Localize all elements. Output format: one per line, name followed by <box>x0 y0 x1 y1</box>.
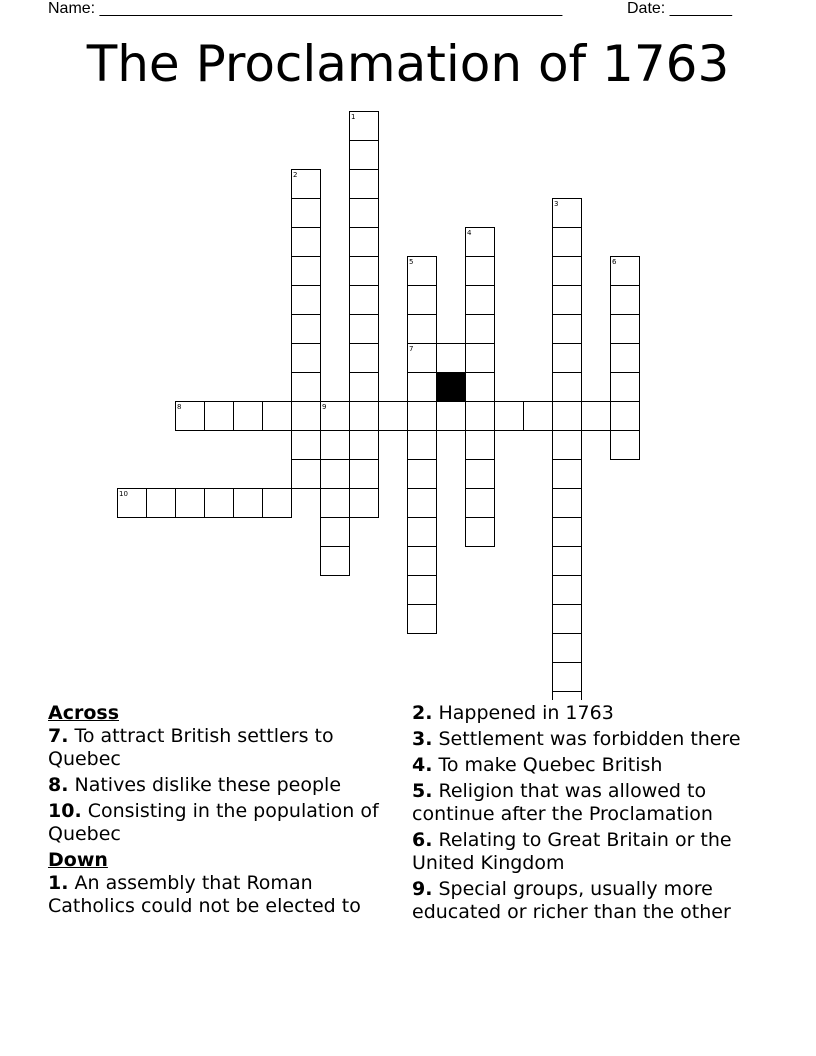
grid-cell[interactable] <box>466 286 495 315</box>
clue-text: Relating to Great Britain or the United Kingdom <box>412 829 732 874</box>
grid-cell[interactable] <box>350 315 379 344</box>
grid-cell[interactable] <box>408 518 437 547</box>
clue-number: 5. <box>412 780 433 802</box>
clue-text: Religion that was allowed to continue after the Proclamation <box>412 780 713 825</box>
grid-cell[interactable] <box>408 576 437 605</box>
cell-number: 2 <box>293 171 298 179</box>
clue-number: 1. <box>48 872 69 894</box>
grid-cell[interactable] <box>553 228 582 257</box>
grid-cell[interactable] <box>292 257 321 286</box>
grid-cell[interactable] <box>379 402 408 431</box>
black-cell <box>437 373 466 402</box>
grid-cell[interactable] <box>176 402 205 431</box>
grid-cell[interactable] <box>611 286 640 315</box>
clues-right-column <box>412 702 782 927</box>
grid-cell[interactable] <box>205 489 234 518</box>
grid-cell[interactable] <box>350 489 379 518</box>
grid-cell[interactable] <box>408 402 437 431</box>
grid-cell[interactable] <box>611 257 640 286</box>
grid-cell[interactable] <box>582 402 611 431</box>
grid-cell[interactable] <box>350 112 379 141</box>
grid-cell[interactable] <box>321 489 350 518</box>
grid-cell[interactable] <box>611 402 640 431</box>
grid-cell[interactable] <box>408 460 437 489</box>
clue-text: An assembly that Roman Catholics could not be elected to <box>48 872 361 917</box>
clue-item <box>412 754 782 777</box>
grid-cell[interactable] <box>553 489 582 518</box>
grid-cell[interactable] <box>292 315 321 344</box>
grid-cell[interactable] <box>176 489 205 518</box>
grid-cell[interactable] <box>466 518 495 547</box>
grid-cell[interactable] <box>321 547 350 576</box>
grid-cell[interactable] <box>437 402 466 431</box>
grid-cell[interactable] <box>292 170 321 199</box>
cell-number: 5 <box>409 258 414 266</box>
clue-item <box>412 878 782 924</box>
grid-cell[interactable] <box>408 431 437 460</box>
grid-cell[interactable] <box>321 402 350 431</box>
clue-number: 6. <box>412 829 433 851</box>
grid-cell[interactable] <box>292 286 321 315</box>
across-clue-list <box>48 725 404 846</box>
clue-item <box>412 829 782 875</box>
grid-cell[interactable] <box>553 315 582 344</box>
grid-cell[interactable] <box>263 402 292 431</box>
grid-cell[interactable] <box>553 257 582 286</box>
cell-number: 10 <box>119 490 128 498</box>
grid-cell[interactable] <box>408 373 437 402</box>
down-heading: Down <box>48 849 108 871</box>
clue-item <box>48 872 404 918</box>
grid-cell[interactable] <box>553 286 582 315</box>
clue-item <box>48 800 404 846</box>
grid-cell[interactable] <box>350 402 379 431</box>
grid-cell[interactable] <box>350 373 379 402</box>
grid-cell[interactable] <box>292 373 321 402</box>
cell-number: 7 <box>409 345 414 353</box>
clue-text: To make Quebec British <box>432 754 663 776</box>
grid-cell[interactable] <box>466 431 495 460</box>
grid-cell[interactable] <box>292 228 321 257</box>
grid-cell[interactable] <box>553 199 582 228</box>
grid-cell[interactable] <box>350 431 379 460</box>
cell-number: 9 <box>322 403 327 411</box>
grid-cell[interactable] <box>292 460 321 489</box>
grid-cell[interactable] <box>350 460 379 489</box>
grid-cell[interactable] <box>321 460 350 489</box>
grid-cell[interactable] <box>553 373 582 402</box>
grid-cell[interactable] <box>321 431 350 460</box>
clue-item <box>412 728 782 751</box>
clue-number: 2. <box>412 702 433 724</box>
grid-cell[interactable] <box>553 402 582 431</box>
grid-cell[interactable] <box>466 228 495 257</box>
grid-cell[interactable] <box>553 634 582 663</box>
grid-cell[interactable] <box>408 489 437 518</box>
clue-number: 3. <box>412 728 433 750</box>
cell-number: 3 <box>554 200 559 208</box>
grid-cell[interactable] <box>553 518 582 547</box>
clue-text: Settlement was forbidden there <box>432 728 741 750</box>
grid-cell[interactable] <box>292 344 321 373</box>
grid-cell[interactable] <box>466 460 495 489</box>
grid-cell[interactable] <box>350 344 379 373</box>
clue-text: Natives dislike these people <box>68 774 342 796</box>
grid-cell[interactable] <box>553 547 582 576</box>
grid-cell[interactable] <box>234 489 263 518</box>
cell-number: 1 <box>351 113 356 121</box>
clue-number: 8. <box>48 774 69 796</box>
name-line: Name: ____________________________________________________ <box>48 0 563 17</box>
clues-left-column <box>48 702 404 921</box>
grid-cell[interactable] <box>553 663 582 692</box>
grid-cell[interactable] <box>611 431 640 460</box>
grid-cell[interactable] <box>524 402 553 431</box>
grid-cell[interactable] <box>553 605 582 634</box>
grid-cell[interactable] <box>611 315 640 344</box>
grid-cell[interactable] <box>408 344 437 373</box>
clue-text: Consisting in the population of Quebec <box>48 800 379 845</box>
grid-cell[interactable] <box>553 460 582 489</box>
grid-cell[interactable] <box>408 315 437 344</box>
down-clue-list-continued <box>412 702 782 924</box>
grid-cell[interactable] <box>553 576 582 605</box>
clue-item <box>412 702 782 725</box>
cell-number: 8 <box>177 403 182 411</box>
grid-cell[interactable] <box>553 344 582 373</box>
grid-cell[interactable] <box>408 547 437 576</box>
grid-cell[interactable] <box>408 257 437 286</box>
clue-number: 4. <box>412 754 433 776</box>
grid-cell[interactable] <box>292 431 321 460</box>
grid-cell[interactable] <box>350 170 379 199</box>
clue-text: Happened in 1763 <box>432 702 614 724</box>
page-title: The Proclamation of 1763 <box>86 35 730 93</box>
grid-cell[interactable] <box>118 489 147 518</box>
grid-cell[interactable] <box>611 344 640 373</box>
grid-cell[interactable] <box>350 199 379 228</box>
grid-cell[interactable] <box>611 373 640 402</box>
grid-cell[interactable] <box>263 489 292 518</box>
grid-cell[interactable] <box>350 141 379 170</box>
grid-cell[interactable] <box>437 344 466 373</box>
grid-cell[interactable] <box>466 257 495 286</box>
grid-cell[interactable] <box>147 489 176 518</box>
clue-text: Special groups, usually more educated or richer than the other <box>412 878 731 923</box>
grid-cell[interactable] <box>408 605 437 634</box>
grid-cell[interactable] <box>466 344 495 373</box>
grid-cell[interactable] <box>292 199 321 228</box>
grid-cell[interactable] <box>350 228 379 257</box>
clue-number: 10. <box>48 800 82 822</box>
clue-text: To attract British settlers to Quebec <box>48 725 334 770</box>
grid-cell[interactable] <box>466 373 495 402</box>
grid-cell[interactable] <box>292 402 321 431</box>
grid-cell[interactable] <box>350 286 379 315</box>
clue-item <box>412 780 782 826</box>
cell-number: 6 <box>612 258 617 266</box>
grid-cell[interactable] <box>350 257 379 286</box>
grid-cell[interactable] <box>466 489 495 518</box>
grid-cell[interactable] <box>553 431 582 460</box>
clue-number: 7. <box>48 725 69 747</box>
grid-cell[interactable] <box>466 402 495 431</box>
grid-cell[interactable] <box>234 402 263 431</box>
date-line: Date: _______ <box>627 0 732 17</box>
grid-cell[interactable] <box>408 286 437 315</box>
clue-number: 9. <box>412 878 433 900</box>
grid-cell[interactable] <box>466 315 495 344</box>
grid-cell[interactable] <box>205 402 234 431</box>
down-clue-list <box>48 872 404 918</box>
clue-item <box>48 774 404 797</box>
cell-number: 4 <box>467 229 472 237</box>
clue-item <box>48 725 404 771</box>
grid-cell[interactable] <box>553 692 582 701</box>
grid-cell[interactable] <box>321 518 350 547</box>
across-heading: Across <box>48 702 120 724</box>
grid-cell[interactable] <box>495 402 524 431</box>
